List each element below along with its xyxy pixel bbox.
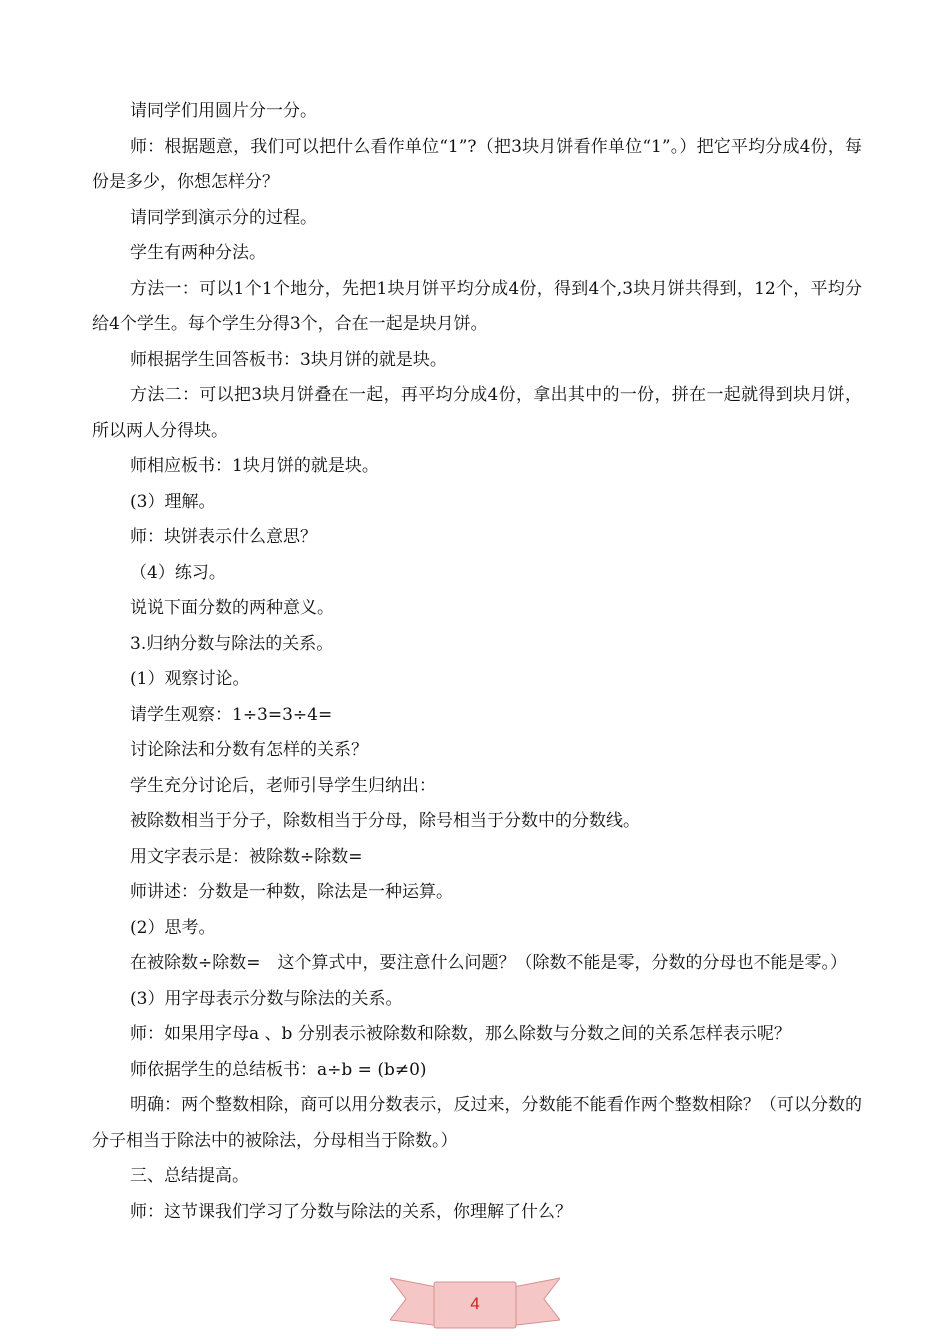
paragraph: 学生充分讨论后，老师引导学生归纳出： bbox=[130, 775, 436, 796]
paragraph: 方法一：可以1个1个地分，先把1块月饼平均分成4份，得到4个,3块月饼共得到，12个，平均分给4个学生。每个学生分得3个，合在一起是块月饼。 bbox=[92, 278, 862, 334]
paragraph: 明确：两个整数相除，商可以用分数表示，反过来，分数能不能看作两个整数相除？（可以分数的分子相当于除法中的被除法，分母相当于除数。） bbox=[92, 1095, 862, 1151]
paragraph: 请同学们用圆片分一分。 bbox=[130, 101, 317, 121]
paragraph: (3）用字母表示分数与除法的关系。 bbox=[130, 988, 403, 1009]
paragraph: (1）观察讨论。 bbox=[130, 669, 250, 689]
paragraph: 师根据学生回答板书：3块月饼的就是块。 bbox=[130, 349, 447, 370]
paragraph: 方法二：可以把3块月饼叠在一起，再平均分成4份，拿出其中的一份，拼在一起就得到块月饼，所以两人分得块。 bbox=[92, 385, 862, 441]
paragraph: 讨论除法和分数有怎样的关系？ bbox=[130, 740, 368, 760]
paragraph: 学生有两种分法。 bbox=[130, 243, 266, 263]
paragraph: (2）思考。 bbox=[130, 917, 216, 938]
paragraph: 请同学到演示分的过程。 bbox=[130, 207, 317, 228]
paragraph: 三、总结提高。 bbox=[130, 1166, 249, 1186]
paragraph: 3.归纳分数与除法的关系。 bbox=[130, 633, 334, 654]
paragraph: （4）练习。 bbox=[130, 562, 226, 583]
paragraph: 用文字表示是：被除数÷除数= bbox=[130, 846, 363, 867]
paragraph: 师：如果用字母a 、b 分别表示被除数和除数，那么除数与分数之间的关系怎样表示呢？ bbox=[130, 1024, 791, 1044]
paragraph: 师：这节课我们学习了分数与除法的关系，你理解了什么？ bbox=[130, 1201, 572, 1222]
paragraph: 说说下面分数的两种意义。 bbox=[130, 598, 334, 618]
paragraph: 师相应板书：1块月饼的就是块。 bbox=[130, 456, 379, 476]
page-footer bbox=[390, 1272, 560, 1334]
paragraph: 师：根据题意，我们可以把什么看作单位“1”?（把3块月饼看作单位“1”。）把它平均分成4份，每份是多少，你想怎样分？ bbox=[92, 136, 862, 192]
body-text bbox=[92, 94, 862, 1230]
paragraph: 师讲述：分数是一种数，除法是一种运算。 bbox=[130, 882, 453, 902]
paragraph: 师依据学生的总结板书：a÷b = (b≠0) bbox=[130, 1059, 427, 1080]
page-number: 4 bbox=[470, 1294, 480, 1313]
paragraph: 被除数相当于分子，除数相当于分母，除号相当于分数中的分数线。 bbox=[130, 811, 640, 831]
paragraph: 请学生观察：1÷3=3÷4= bbox=[130, 704, 333, 725]
paragraph: 在被除数÷除数= 这个算式中，要注意什么问题？（除数不能是零，分数的分母也不能是零。） bbox=[130, 953, 847, 973]
paragraph: (3）理解。 bbox=[130, 491, 216, 512]
paragraph: 师：块饼表示什么意思？ bbox=[130, 527, 317, 547]
